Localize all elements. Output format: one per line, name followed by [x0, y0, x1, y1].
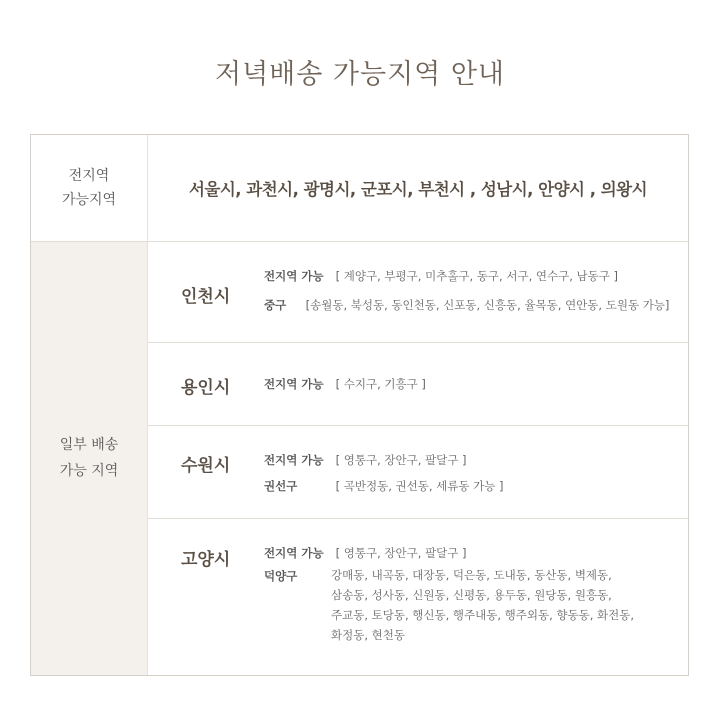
partial-area-label-line2: 가능 지역: [59, 463, 119, 479]
full-area-cities: 서울시, 과천시, 광명시, 군포시, 부천시 , 성남시, 안양시 , 의왕시: [188, 180, 648, 199]
region-row-goyang: [148, 519, 688, 675]
region-line: [264, 568, 297, 584]
label-column: [31, 135, 148, 675]
district-list-line: 화정동, 현천동: [331, 628, 405, 642]
region-row-yongin: [148, 343, 688, 425]
district-list-line: 삼송동, 성사동, 신원동, 신평동, 용두동, 원당동, 원흥동,: [331, 588, 612, 602]
region-line-label: 전지역 가능: [264, 453, 324, 467]
full-area-label: [31, 135, 147, 241]
region-city: 수원시: [181, 456, 231, 476]
region-line-label: 권선구: [264, 479, 298, 493]
region-line-value: [ 곡반정동, 권선동, 세류동 가능 ]: [335, 479, 504, 493]
region-line-value: [ 계양구, 부평구, 미추홀구, 동구, 서구, 연수구, 남동구 ]: [335, 269, 618, 283]
region-line-value: [ 수지구, 기흥구 ]: [335, 377, 426, 391]
region-line-label: 전지역 가능: [264, 546, 324, 560]
partial-area-label-line1: 일부 배송: [59, 437, 119, 453]
region-line: [264, 545, 467, 561]
page-title: 저녁배송 가능지역 안내: [215, 59, 505, 90]
region-line: [264, 452, 467, 468]
region-line-value: [ 영통구, 장안구, 팔달구 ]: [335, 453, 467, 467]
region-line-value: [ 영통구, 장안구, 팔달구 ]: [335, 546, 467, 560]
partial-area-label: [31, 241, 147, 675]
region-city: 용인시: [181, 378, 231, 398]
delivery-area-table: [30, 134, 689, 676]
region-line: [264, 478, 504, 494]
region-line-label: 전지역 가능: [264, 269, 324, 283]
region-line: [264, 376, 426, 392]
district-list-line: 강매동, 내곡동, 대장동, 덕은동, 도내동, 동산동, 벽제동,: [331, 568, 612, 582]
full-area-label-line1: 전지역: [68, 168, 110, 184]
region-row-suwon: [148, 426, 688, 518]
region-line: [264, 268, 618, 284]
region-line: [264, 297, 669, 313]
full-area-label-line2: 가능지역: [61, 192, 117, 208]
district-list-line: 주교동, 토당동, 행신동, 행주내동, 행주외동, 향동동, 화전동,: [331, 608, 635, 622]
region-line-label: 전지역 가능: [264, 377, 324, 391]
region-district-list: [331, 565, 671, 645]
region-city: 고양시: [181, 550, 231, 570]
region-line-label: 중구: [264, 298, 287, 312]
region-line-label: 덕양구: [264, 569, 298, 583]
region-line-value: [송월동, 북성동, 동인천동, 신포동, 신흥동, 율목동, 연안동, 도원동 가능]: [305, 298, 670, 312]
region-city: 인천시: [181, 287, 231, 307]
region-row-incheon: [148, 242, 688, 342]
